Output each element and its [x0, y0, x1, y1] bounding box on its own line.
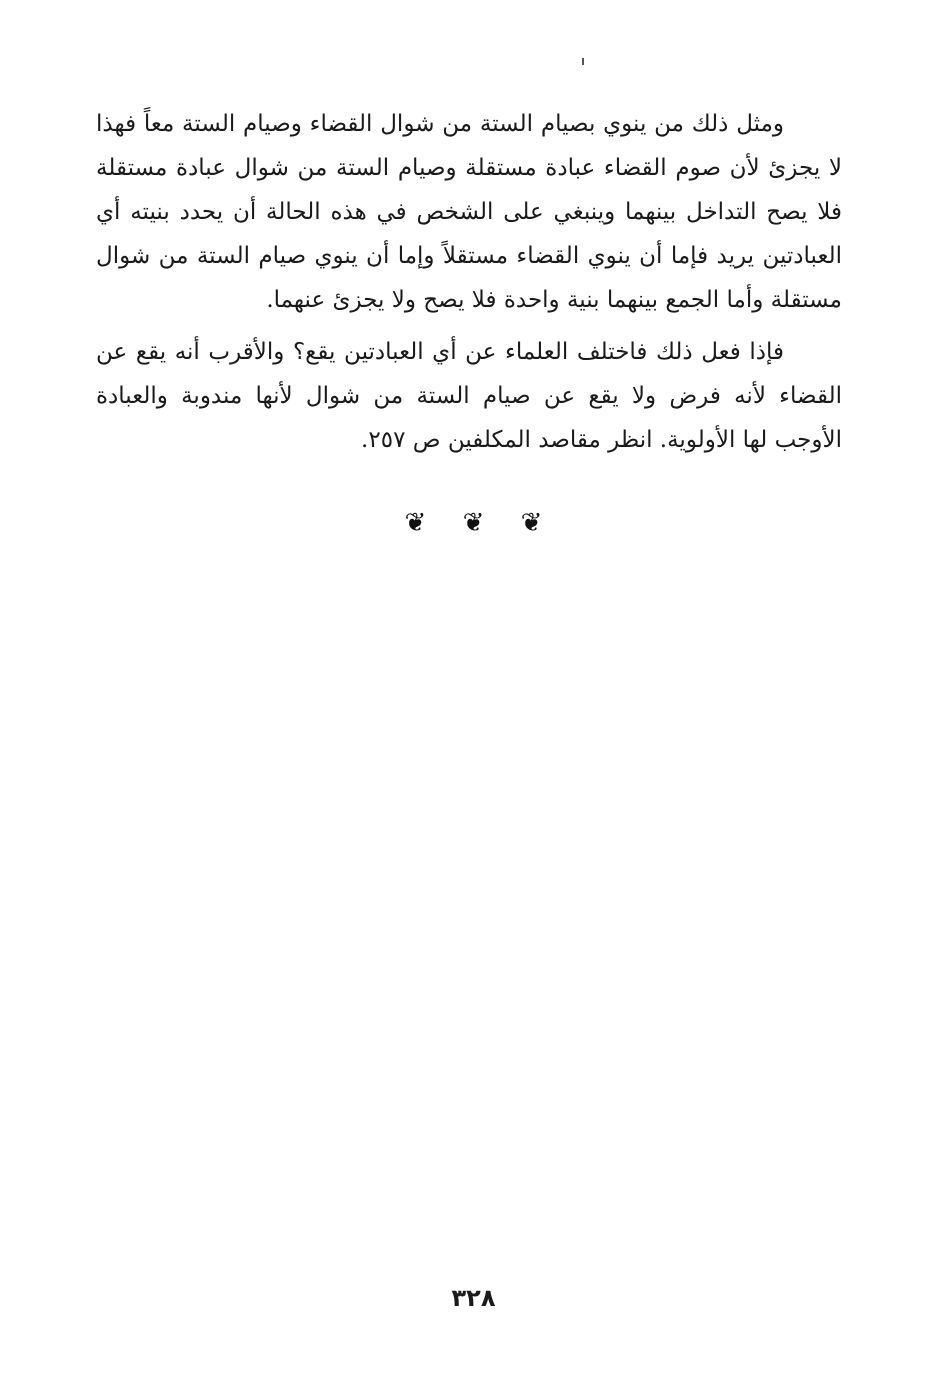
paragraph-2: فإذا فعل ذلك فاختلف العلماء عن أي العبادتين يقع؟ والأقرب أنه يقع عن القضاء لأنه فرض ولا يقع عن صيام الستة من شوال لأنها مندوبة والعبادة الأوجب لها الأولوية. انظر مقاصد المكلفين ص ٢٥٧.: [96, 339, 842, 453]
body-text: [96, 102, 842, 470]
section-divider-ornaments: [0, 508, 947, 538]
ornament-icon: ❦: [404, 508, 427, 538]
paragraph-1: ومثل ذلك من ينوي بصيام الستة من شوال القضاء وصيام الستة معاً فهذا لا يجزئ لأن صوم القضاء عبادة مستقلة وصيام الستة من شوال عبادة مستقلة فلا يصح التداخل بينهما وينبغي على الشخص في هذه الحالة أن يحدد بنيته أي العبادتين يريد فإما أن ينوي القضاء مستقلاً وإما أن ينوي صيام الستة من شوال مستقلة وأما الجمع بينهما بنية واحدة فلا يصح ولا يجزئ عنهما.: [96, 111, 842, 313]
page-number: ٣٢٨: [451, 1284, 496, 1312]
ornament-icon: ❦: [462, 508, 485, 538]
scan-speck: [582, 58, 584, 65]
ornament-icon: ❦: [520, 508, 543, 538]
